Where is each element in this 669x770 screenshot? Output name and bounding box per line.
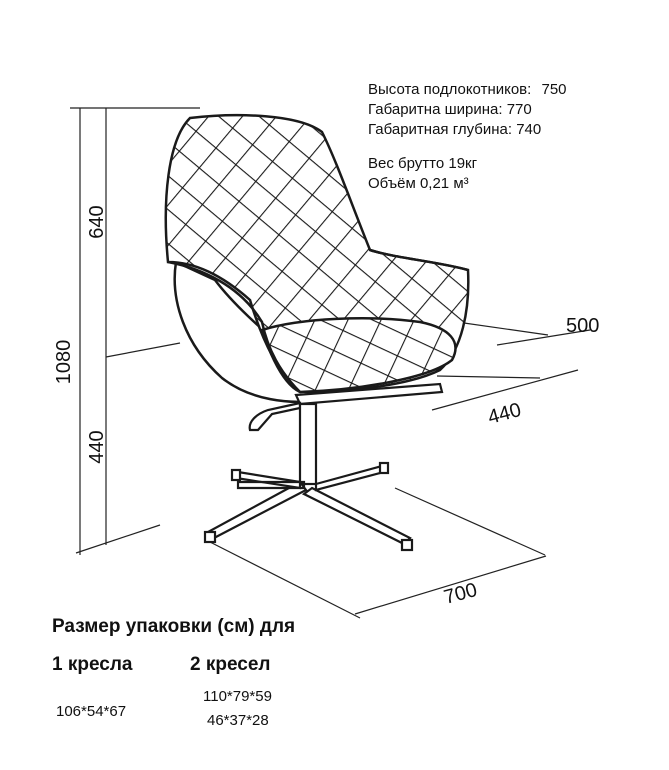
- glide-back-left: [232, 470, 240, 480]
- overall-width-spec: Габаритна ширина: 770: [368, 101, 532, 118]
- overall-depth-spec: Габаритная глубина: 740: [368, 121, 542, 138]
- armrest-height-value: 750: [541, 81, 567, 98]
- seat-height-label: 440: [86, 430, 108, 464]
- base-width-label: 700: [441, 578, 480, 609]
- glide-front-left: [205, 532, 215, 542]
- chair-base: [205, 384, 442, 550]
- packaging-title: Размер упаковки (см) для: [52, 616, 296, 637]
- seat-extension-line: [106, 343, 180, 357]
- seat-width-extension-top: [457, 322, 548, 335]
- gas-lift: [300, 404, 316, 484]
- tilt-lever: [250, 403, 300, 430]
- base-width-ext-right: [395, 488, 545, 555]
- star-leg-back-right: [316, 466, 384, 490]
- seat-depth-label: 440: [485, 398, 524, 429]
- armrest-height-spec: [368, 80, 567, 100]
- packaging-one-chair-heading: 1 кресла: [52, 654, 133, 675]
- specifications: [368, 80, 567, 194]
- base-width-ext-left: [210, 542, 360, 618]
- packaging-two-chairs-size-1: 110*79*59: [203, 688, 272, 705]
- seat-width-label: 500: [566, 315, 600, 337]
- star-leg-front-right: [304, 488, 410, 544]
- gross-weight-spec: Вес брутто 19кг: [368, 155, 478, 172]
- packaging-one-chair-size: 106*54*67: [56, 703, 127, 720]
- back-height-label: 640: [86, 205, 108, 239]
- armrest-height-label: Высота подлокотников:: [368, 81, 532, 98]
- glide-back-right: [380, 463, 388, 473]
- glide-front-right: [402, 540, 412, 550]
- packaging-two-chairs-heading: 2 кресел: [190, 654, 271, 675]
- star-leg-front-left: [208, 482, 306, 538]
- bottom-extension-line: [76, 525, 160, 553]
- total-height-label: 1080: [53, 339, 75, 385]
- volume-spec: Объём 0,21 м³: [368, 175, 469, 192]
- packaging-two-chairs-size-2: 46*37*28: [207, 712, 269, 729]
- star-leg-back-left: [236, 472, 300, 488]
- seat-depth-extension: [437, 376, 540, 378]
